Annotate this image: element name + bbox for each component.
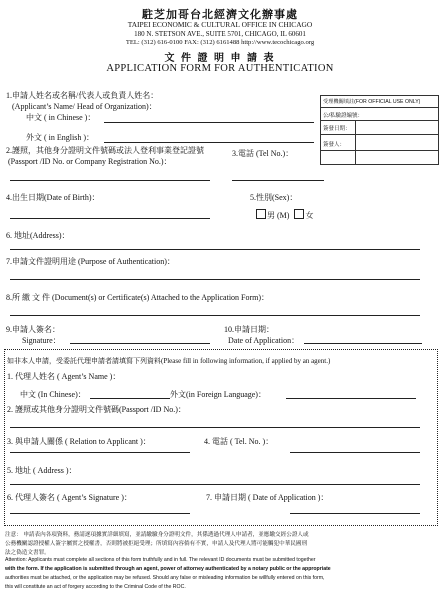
agent-date-field[interactable] [290,513,420,514]
documents-field[interactable] [10,315,420,316]
agent-phone-field[interactable] [290,452,420,453]
agent-passport-label: 2. 護照或其他身分證明文件號碼(Passport /ID No.)： [7,405,186,414]
note-en-line-4: this will constitute an act of forgery according to the Criminal Code of the ROC. [5,584,186,590]
office-name-zh: 駐芝加哥台北經濟文化辦事處 [142,9,298,21]
sex-male-label: 男 (M) [267,211,290,220]
official-use-box [320,95,439,165]
purpose-label: 7.申請文件證明用途 (Purpose of Authentication)： [6,257,175,266]
office-address: 180 N. STETSON AVE., SUITE 5701, CHICAGO, IL 60601 [134,30,306,38]
applicant-name-chinese-label: 中文 ( in Chinese )： [26,113,96,122]
note-zh-line-1: 注意： 申請表內各項資料，務請逐項據實詳細填寫，並請繳驗身分證明文件，其係透過代理人申請者，並應繳交經公證人或 [5,532,309,538]
agent-relation-field[interactable] [10,452,190,453]
passport-field[interactable] [10,180,210,181]
sex-options [256,209,313,221]
agent-address-field[interactable] [10,484,420,485]
agent-name-foreign-field[interactable] [286,398,416,399]
application-date-field[interactable] [304,343,422,344]
applicant-name-label-zh: 1.申請人姓名或名稱/代表人或負責人姓名： [6,91,159,100]
agent-relation-label: 3. 與申請人關係 ( Relation to Applicant )： [7,437,151,446]
agent-address-label: 5. 地址 ( Address )： [7,466,77,475]
agent-signature-field[interactable] [10,513,190,514]
official-use-signer-label: 簽發人： [323,142,346,148]
official-use-title: 受理機關填註(FOR OFFICIAL USE ONLY) [323,99,421,105]
agent-phone-label: 4. 電話 ( Tel. No. )： [204,437,274,446]
applicant-name-english-label: 外文 ( in English )： [26,133,94,142]
form-title-en: APPLICATION FORM FOR AUTHENTICATION [106,63,334,74]
documents-label: 8.所 繳 文 件 (Document(s) or Certificate(s) Attached to the Application Form)： [6,293,270,302]
note-en-line-3: authorities must be attached, or the application may be refused. Should any false or misleading information be willfully entered on this form, [5,575,325,581]
agent-intro: 如非本人申請，受委託代理申請者請填寫下列資料(Please fill in following information, if applied by an agent.) [7,357,331,365]
agent-name-chinese-field[interactable] [90,398,170,399]
applicant-signature-label-en: Signature： [22,336,61,345]
official-use-date-label: 簽發日期： [323,126,351,132]
note-en-line-2: with the form. If the application is submitted through an agent, power of attorney authenticated by a notary public or the appropriate [5,566,331,572]
applicant-signature-field[interactable] [70,343,210,344]
sex-female-checkbox[interactable] [294,209,304,219]
form-title-zh: 文 件 證 明 申 請 表 [164,53,276,64]
purpose-field[interactable] [10,279,420,280]
applicant-name-label-en: (Applicant’s Name/ Head of Organization)： [12,102,157,111]
agent-name-foreign-label: 外文(in Foreign Language)： [170,390,266,399]
application-date-label-en: Date of Application： [228,336,300,345]
agent-signature-label: 6. 代理人簽名 ( Agent’s Signature )： [7,493,132,502]
agent-date-label: 7. 申請日期 ( Date of Application )： [206,493,329,502]
office-contact: TEL: (312) 616-0100 FAX: (312) 6161488 http://www.tecochicago.org [125,39,315,46]
application-date-label-zh: 10.申請日期： [224,325,274,334]
agent-name-label: 1. 代理人姓名 ( Agent’s Name )： [7,372,121,381]
sex-male-checkbox[interactable] [256,209,266,219]
sex-female-label: 女 [305,211,314,220]
address-field[interactable] [10,249,420,250]
passport-label-en: (Passport /ID No. or Company Registration No.)： [8,157,172,166]
phone-field[interactable] [232,180,324,181]
note-zh-line-3: 法之偽造文書罪。 [5,550,50,556]
applicant-name-english-field[interactable] [104,142,314,143]
birth-date-field[interactable] [10,218,210,219]
passport-label-zh: 2.護照，其他身分證明文件號碼或法人登利事業登記證號 [6,146,204,155]
office-name-en: TAIPEI ECONOMIC & CULTURAL OFFICE IN CHICAGO [127,20,313,29]
applicant-signature-label-zh: 9.申請人簽名： [6,325,60,334]
agent-passport-field[interactable] [10,427,420,428]
birth-date-label: 4.出生日期(Date of Birth)： [6,193,100,202]
note-zh-line-2: 公務機關認證授權人簽字屬實之授權書，否則將被拒絕受理；所填寫內容倘有不實，申請人及代理人將可能觸犯中華民國刑 [5,541,308,547]
address-label: 6. 地址(Address)： [6,231,70,240]
official-use-number-label: 公/私驗證編號： [323,113,364,119]
sex-label: 5.性別(Sex)： [250,193,298,202]
phone-label: 3.電話 (Tel No.)： [232,149,294,158]
applicant-name-chinese-field[interactable] [104,122,314,123]
agent-name-chinese-label: 中文 (In Chinese)： [20,390,86,399]
note-en-line-1: Attention: Applicants must complete all sections of this form truthfully and in full. The relevant ID documents must be submitted together [5,557,316,563]
